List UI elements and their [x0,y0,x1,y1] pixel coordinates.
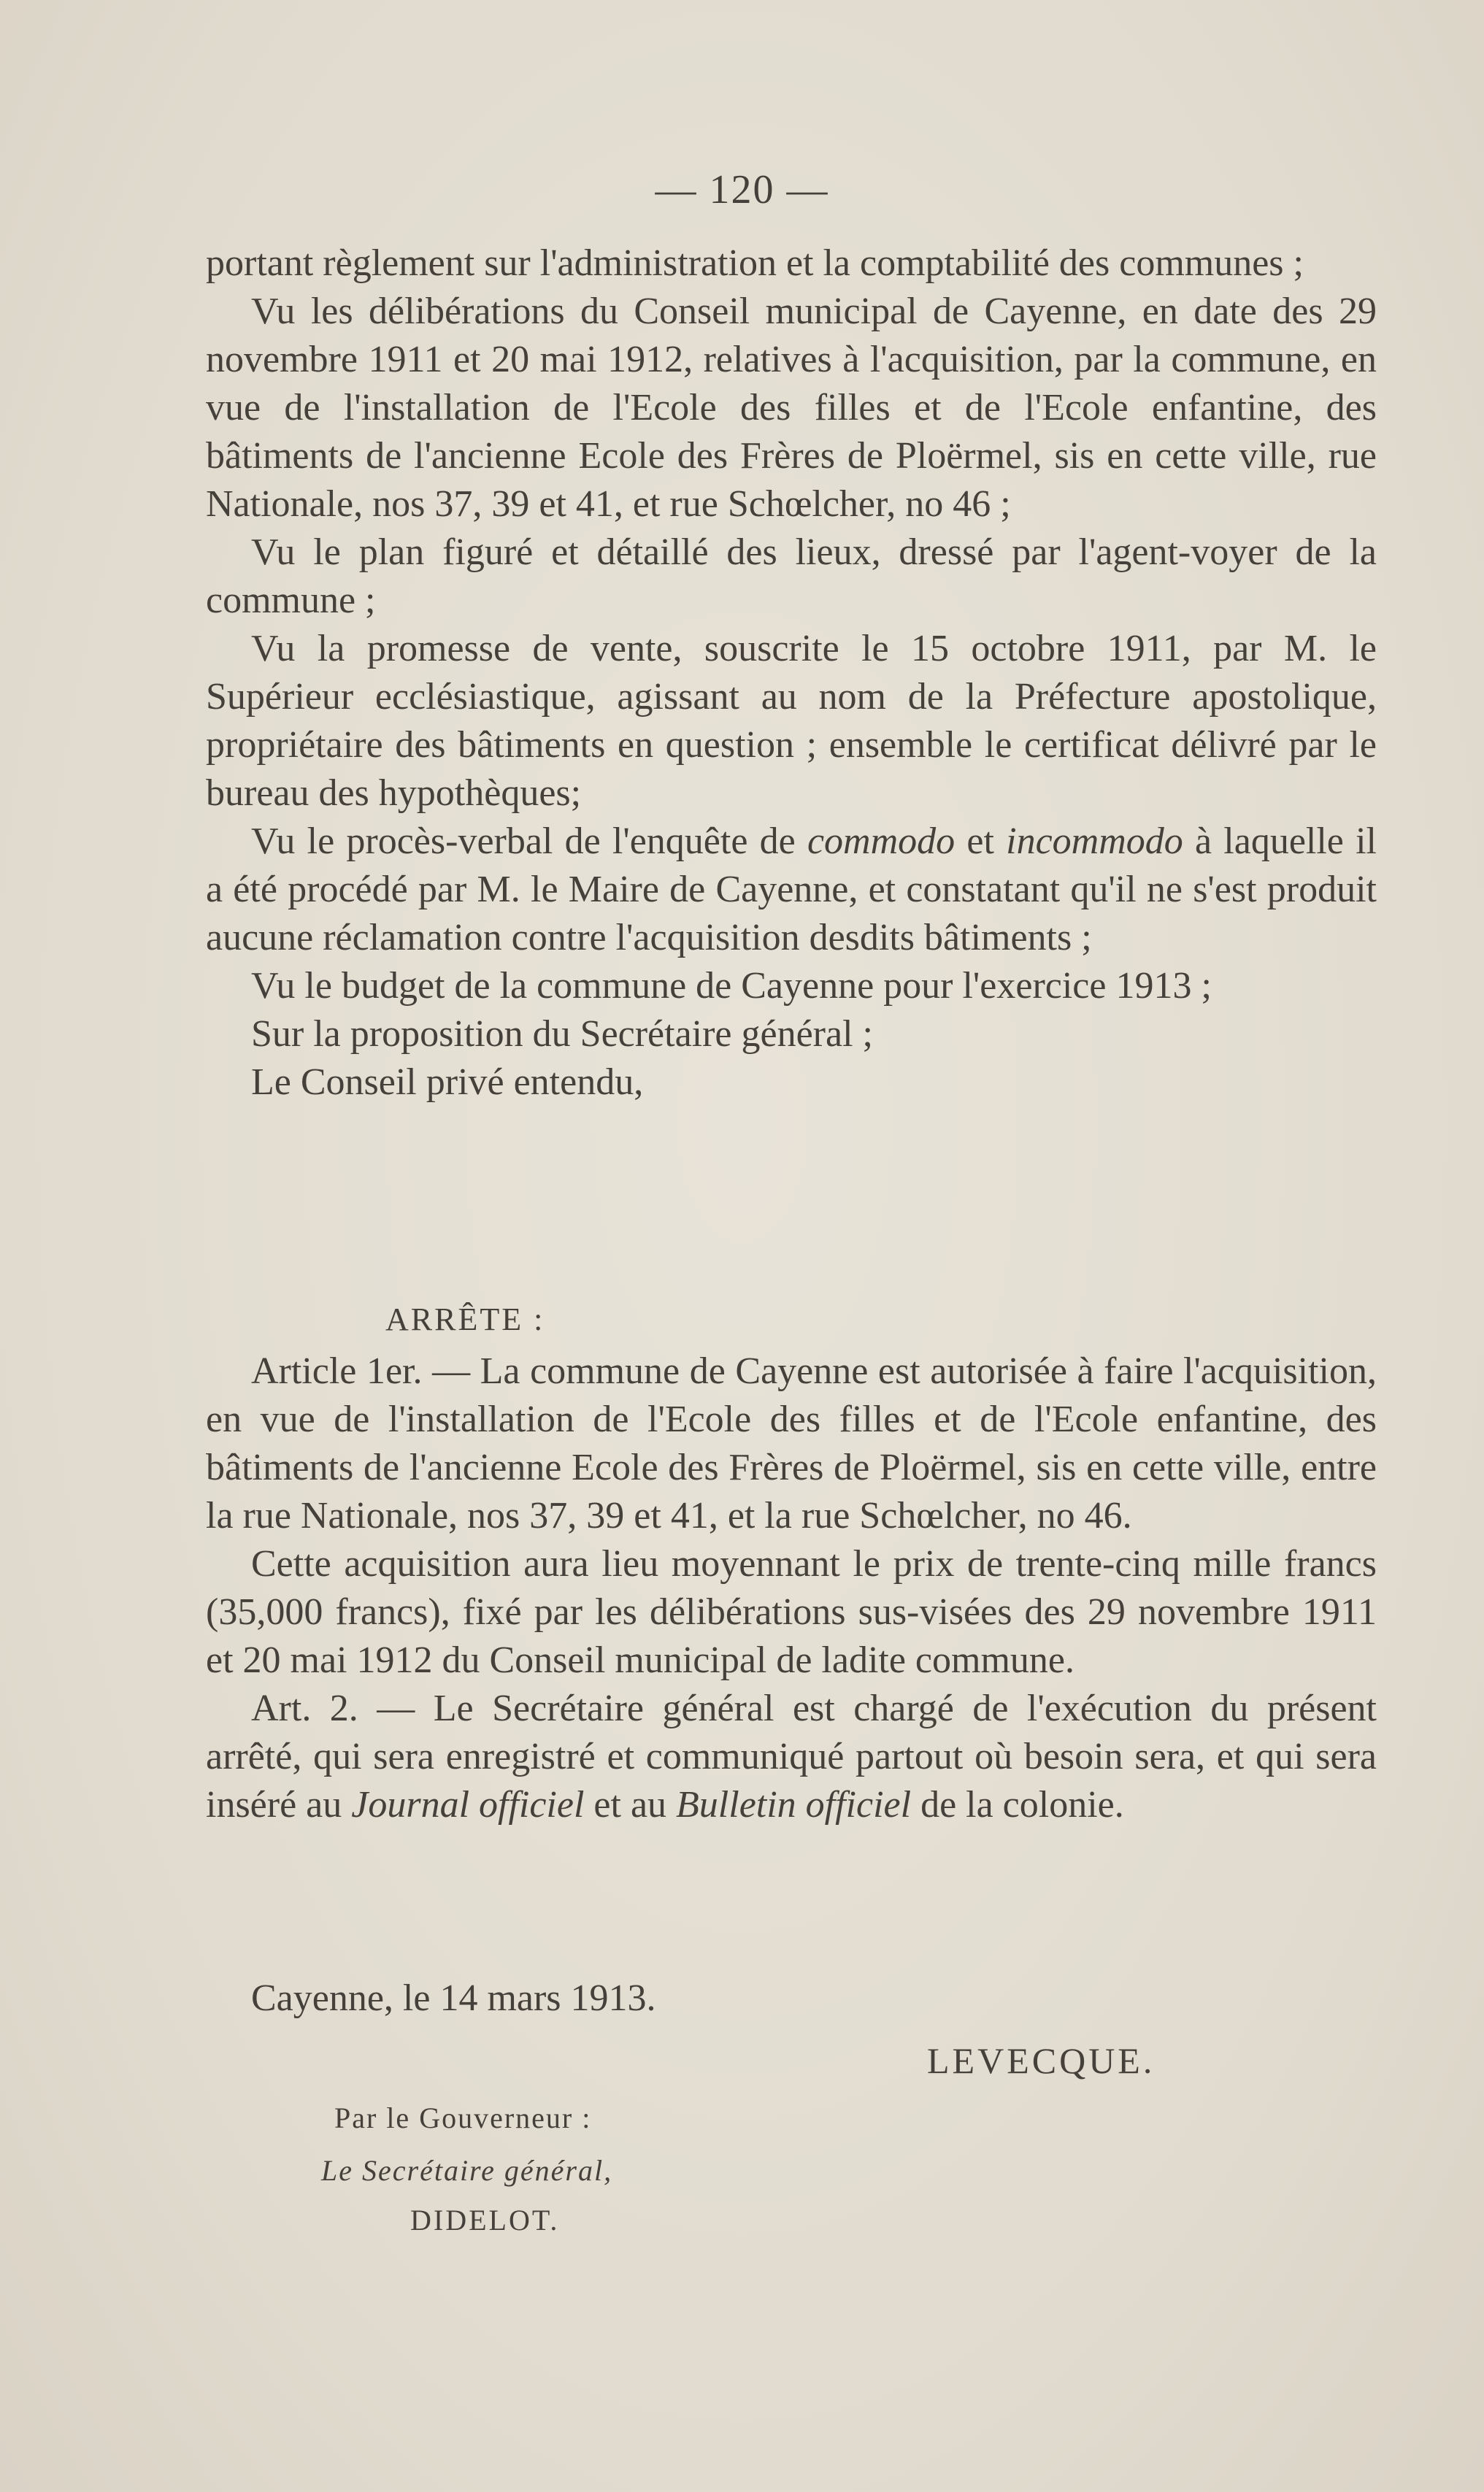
article-1-continuation: Cette acquisition aura lieu moyennant le prix de trente-cinq mille francs (35,000 francs), fixé par les délibérations sus-visées des 29 novembre 1911 et 20 mai 1912 du Conseil municipal de ladite commune. [206,1543,1377,1681]
arrete-heading: ARRÊTE : [385,1301,545,1337]
article-1: Article 1er. — La commune de Cayenne est autorisée à faire l'acquisition, en vue de l'installation de l'Ecole des filles et de l'Ecole enfantine, des bâtiments de l'ancienne Ecole des Frères de Ploërmel, sis en cette ville, entre la rue Nationale, nos 37, 39 et 41, et la rue Schœlcher, no 46. [206,1350,1377,1537]
text-run: de la colonie. [911,1784,1124,1826]
place-date: Cayenne, le 14 mars 1913. [251,1977,656,2019]
publication-title: Bulletin officiel [676,1784,912,1826]
articles [206,1347,1377,1829]
text-run: et au [584,1784,677,1826]
publication-title: Journal officiel [351,1784,585,1826]
text-run: Vu le procès-verbal de l'enquête de [251,820,807,862]
preamble-paragraph: Vu le plan figuré et détaillé des lieux, dressé par l'agent-voyer de la commune ; [206,531,1377,621]
preamble-paragraph: portant règlement sur l'administration et la comptabilité des communes ; [206,242,1304,284]
page-number: — 120 — [655,167,829,212]
secretary-title: Le Secrétaire général, [321,2154,613,2187]
text-run: Art. 2. — Le Secrétaire général est chargé de l'exécution du présent arrêté, qui sera enregistré et communiqué partout où besoin sera, et qui sera inséré au [206,1688,1377,1826]
preamble-paragraph: Vu la promesse de vente, souscrite le 15 octobre 1911, par M. le Supérieur ecclésiastique, agissant au nom de la Préfecture apostolique, propriétaire des bâtiments en question ; ensemble le certificat délivré par le bureau des hypothèques; [206,628,1377,814]
preamble-paragraph: Vu le budget de la commune de Cayenne pour l'exercice 1913 ; [251,965,1212,1007]
preamble-paragraph [206,818,1377,962]
preamble [206,239,1377,1107]
italic-term: commodo [807,820,956,862]
by-governor-line: Par le Gouverneur : [334,2101,592,2134]
preamble-paragraph: Vu les délibérations du Conseil municipal de Cayenne, en date des 29 novembre 1911 et 20 mai 1912, relatives à l'acquisition, par la commune, en vue de l'installation de l'Ecole des filles et de l'Ecole enfantine, des bâtiments de l'ancienne Ecole des Frères de Ploërmel, sis en cette ville, rue Nationale, nos 37, 39 et 41, et rue Schœlcher, no 46 ; [206,291,1377,525]
article-2 [206,1685,1377,1829]
text-run: et [955,820,1007,862]
governor-signature: LEVECQUE. [927,2040,1156,2081]
text-run: à laquelle il a été procédé par M. le Maire de Cayenne, et constatant qu'il ne s'est produit aucune réclamation contre l'acquisition desdits bâtiments ; [206,820,1377,958]
preamble-paragraph: Le Conseil privé entendu, [251,1061,644,1103]
preamble-paragraph: Sur la proposition du Secrétaire général ; [251,1013,873,1055]
italic-term: incommodo [1006,820,1183,862]
secretary-name: DIDELOT. [410,2204,560,2237]
